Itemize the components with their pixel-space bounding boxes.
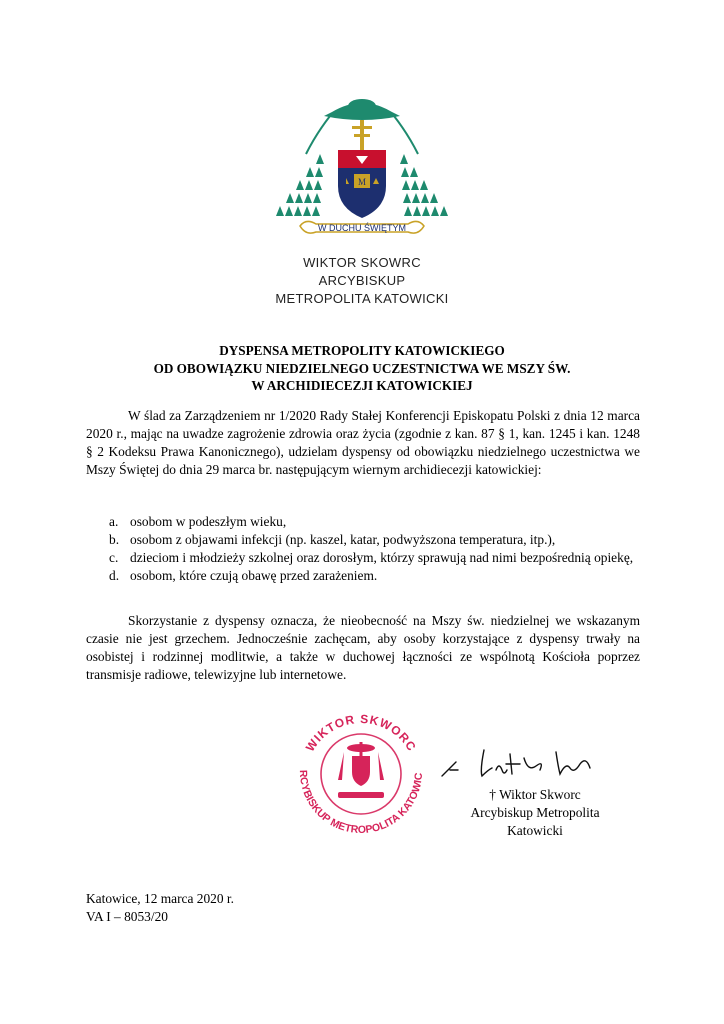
signatory-name: † Wiktor Skworc bbox=[489, 787, 581, 802]
heading-line-3: W ARCHIDIECEZJI KATOWICKIEJ bbox=[251, 378, 473, 393]
signatory-see: Katowicki bbox=[507, 823, 563, 838]
sender-block bbox=[0, 254, 724, 308]
tassel-icon bbox=[412, 193, 420, 203]
tassel-icon bbox=[313, 193, 321, 203]
sender-office: METROPOLITA KATOWICKI bbox=[275, 291, 449, 306]
svg-text:M: M bbox=[357, 177, 367, 187]
tassel-icon bbox=[306, 167, 314, 177]
tassel-icon bbox=[285, 206, 293, 216]
tassel-icon bbox=[404, 206, 412, 216]
document-footer bbox=[86, 890, 234, 926]
sender-name: WIKTOR SKOWRC bbox=[303, 255, 421, 270]
signature-block bbox=[440, 786, 630, 840]
tassel-icon bbox=[421, 193, 429, 203]
list-item bbox=[86, 567, 640, 585]
tassel-icon bbox=[276, 206, 284, 216]
tassel-icon bbox=[431, 206, 439, 216]
tassel-icon bbox=[440, 206, 448, 216]
heading-line-1: DYSPENSA METROPOLITY KATOWICKIEGO bbox=[219, 343, 505, 358]
tassel-icon bbox=[312, 206, 320, 216]
dispensation-list bbox=[86, 513, 640, 585]
list-item bbox=[86, 531, 640, 549]
tassel-icon bbox=[305, 180, 313, 190]
document-heading bbox=[60, 342, 664, 395]
list-marker: d. bbox=[109, 568, 120, 583]
list-item-text: osobom w podeszłym wieku, bbox=[130, 514, 287, 529]
coat-of-arms-motto: W DUCHU ŚWIĘTYM bbox=[318, 223, 406, 233]
place-and-date: Katowice, 12 marca 2020 r. bbox=[86, 891, 234, 906]
official-seal-stamp bbox=[286, 712, 436, 842]
heading-line-2: OD OBOWIĄZKU NIEDZIELNEGO UCZESTNICTWA WE MSZY ŚW. bbox=[153, 360, 571, 376]
tassel-icon bbox=[304, 193, 312, 203]
tassel-icon bbox=[295, 193, 303, 203]
list-marker: c. bbox=[109, 550, 119, 565]
signatory-title: Arcybiskup Metropolita bbox=[470, 805, 600, 820]
paragraph-2-text: Skorzystanie z dyspensy oznacza, że nieobecność na Mszy św. niedzielnej we wskazanym czasie nie jest grzechem. Jednocześnie zachęcam, aby osoby korzystające z dyspensy trwały na osobistej i rodzinnej modlitwie, a także w duchowej łączności ze wspólnotą Kościoła poprzez transmisje radiowe, telewizyjne lub internetowe. bbox=[86, 613, 640, 682]
list-marker: a. bbox=[109, 514, 119, 529]
tassel-icon bbox=[430, 193, 438, 203]
seal-bottom-text: RCYBISKUP METROPOLITA KATOWIC bbox=[296, 769, 426, 837]
coat-of-arms-emblem bbox=[276, 94, 448, 250]
list-item bbox=[86, 513, 640, 531]
list-item-text: dzieciom i młodzieży szkolnej oraz dorosłym, którzy sprawują nad nimi bezpośrednią opiekę, bbox=[130, 550, 634, 565]
tassel-icon bbox=[400, 154, 408, 164]
tassel-icon bbox=[296, 180, 304, 190]
tassel-icon bbox=[410, 167, 418, 177]
list-marker: b. bbox=[109, 532, 120, 547]
tassel-icon bbox=[420, 180, 428, 190]
body-paragraph-2 bbox=[86, 612, 640, 684]
tassel-icon bbox=[403, 193, 411, 203]
tassel-icon bbox=[303, 206, 311, 216]
tassel-icon bbox=[413, 206, 421, 216]
tassel-icon bbox=[402, 180, 410, 190]
tassel-icon bbox=[316, 154, 324, 164]
list-item-text: osobom, które czują obawę przed zarażeniem. bbox=[130, 568, 378, 583]
handwritten-signature bbox=[440, 740, 620, 790]
tassel-icon bbox=[401, 167, 409, 177]
tassel-icon bbox=[411, 180, 419, 190]
list-item bbox=[86, 549, 640, 567]
tassel-icon bbox=[422, 206, 430, 216]
paragraph-1-text: W ślad za Zarządzeniem nr 1/2020 Rady Stałej Konferencji Episkopatu Polski z dnia 12 marca 2020 r., mając na uwadze zagrożenie zdrowia oraz życia (zgodnie z kan. 87 § 1, kan. 1245 i kan. 1248 § 2 Kodeksu Prawa Kanonicznego), udzielam dyspensy od obowiązku niedzielnego uczestnictwa we Mszy Świętej do dnia 29 marca br. następującym wiernym archidiecezji katowickiej: bbox=[86, 408, 640, 477]
seal-top-text: WIKTOR SKWORC bbox=[302, 712, 420, 755]
tassel-icon bbox=[286, 193, 294, 203]
tassel-icon bbox=[314, 180, 322, 190]
sender-title: ARCYBISKUP bbox=[318, 273, 406, 288]
body-paragraph-1 bbox=[86, 407, 640, 479]
reference-number: VA I – 8053/20 bbox=[86, 909, 168, 924]
list-item-text: osobom z objawami infekcji (np. kaszel, katar, podwyższona temperatura, itp.), bbox=[130, 532, 556, 547]
tassel-icon bbox=[315, 167, 323, 177]
tassel-icon bbox=[294, 206, 302, 216]
